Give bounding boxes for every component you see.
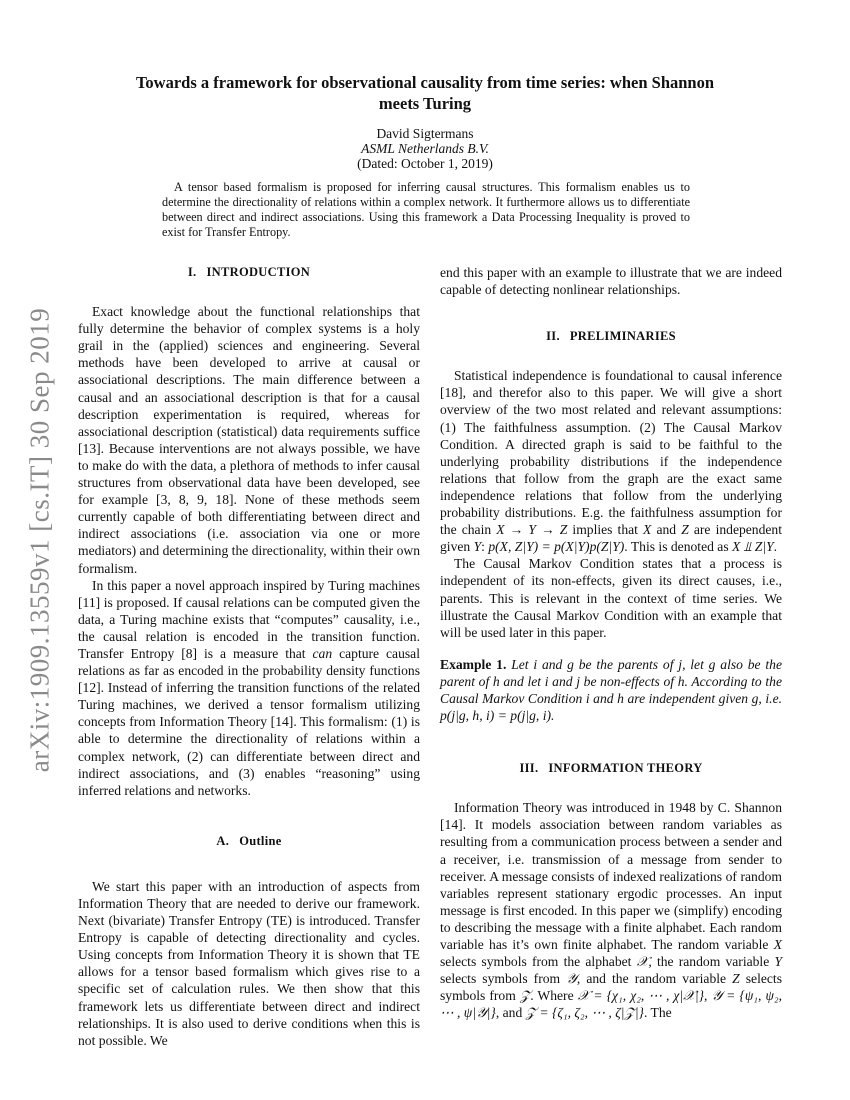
example-label: Example 1.	[440, 656, 507, 672]
paper-title	[80, 72, 770, 114]
text-span: Statistical independence is foundational to causal inference [18], and therefor also to this paper. We will give a short overview of the two most related and relevant assumptions: (1) The faithfulness assumption. (2) The Causal Markov Condition. A directed graph is said to be faithful to the underlying probability distributions if the independence relations that follow from the graph are the exact same independence relations that follow from the underlying probability distributions. E.g. the faithfulness assumption for the chain	[440, 368, 782, 538]
math-span: 𝒳	[636, 954, 649, 970]
math-span: Z	[681, 522, 689, 538]
text-span: . The	[644, 1005, 672, 1021]
intro-paragraph-1: Exact knowledge about the functional relationships that fully determine the behavior of complex systems is a holy grail in the (applied) sciences and engineering. Several methods have been developed to arrive at causal or associational descriptions. The main difference between a causal and an associational description is that for a causal description experimentation is required, whereas for associational description (statistical) data requirements suffice [13]. Because interventions are not always possible, we have to make do with the data, a plethora of methods to infer causal structures from observational data have been developed, see for example [3, 8, 9, 18]. None of these methods seem currently capable of both differentiating between direct and indirect associations (i.e. association via one or more mediators) and determining the directionality, within their own formalism.	[78, 304, 420, 576]
text-span: , and the random variable	[576, 971, 733, 987]
text-span: , and	[495, 1005, 526, 1021]
text-span: are independent given	[440, 522, 783, 555]
abstract: A tensor based formalism is proposed for inferring causal structures. This formalism enables us to determine the directionality of relations within a complex network. It furthermore allows us to differentiate between direct and indirect associations. Using this framework a Data Processing Inequality is proved to exist for Transfer Entropy.	[162, 180, 690, 239]
section-heading-preliminaries	[440, 328, 782, 345]
text-span: , the random variable	[648, 954, 775, 970]
text-span: Information Theory was introduced in 1948 by C. Shannon [14]. It models association between random variables as resulting from a communication process between a sender and a receiver, i.e. transmission of a message from sender to receiver. A message consists of indexed realizations of random variables represent stationary ergodic processes. An input message is first encoded. In this paper we (simplify) encoding to describing the message with a finite alphabet. Each random variable has it’s own finite alphabet. The random variable	[440, 800, 782, 952]
example-1	[440, 656, 782, 724]
text-span: :	[481, 539, 489, 555]
math-span: 𝒳 = {χ₁, χ₂, ⋯ , χ|𝒳|}	[577, 988, 705, 1004]
info-paragraph-1	[440, 799, 782, 1021]
intro-paragraph-2	[78, 577, 420, 799]
outline-paragraph-continued: end this paper with an example to illustrate that we are indeed capable of detecting nonlinear relationships.	[440, 265, 782, 298]
math-span: 𝒵	[519, 988, 531, 1004]
section-number: II.	[546, 329, 560, 344]
math-span: Y	[774, 954, 783, 970]
math-span: 𝒴	[566, 971, 577, 987]
text-span: selects symbols from	[440, 971, 567, 987]
paper-date: (Dated: October 1, 2019)	[357, 156, 493, 171]
section-title: INFORMATION THEORY	[548, 761, 703, 776]
outline-paragraph-1: We start this paper with an introduction of aspects from Information Theory that are needed to derive our framework. Next (bivariate) Transfer Entropy (TE) is introduced. Transfer Entropy is capable of detecting directionality and cycles. Using concepts from Information Theory it is shown that TE allows for a tensor based formalism which gives rise to a specific set of calculation rules. We then show that this framework lets us differentiate between direct and indirect relationships. It is also used to derive conditions when this is not possible. We	[78, 878, 420, 1048]
math-span: Y	[473, 539, 482, 555]
arxiv-sidebar-stamp	[20, 280, 60, 800]
section-title: PRELIMINARIES	[569, 329, 676, 344]
title-line-1: Towards a framework for observational causality from time series: when Shannon	[135, 73, 715, 92]
section-heading-information-theory	[440, 760, 782, 777]
math-span: 𝒵 = {ζ₁, ζ₂, ⋯ , ζ|𝒵|}	[525, 1005, 644, 1021]
section-number: I.	[187, 265, 197, 279]
math-span: 𝒴 = {ψ₁, ψ₂, ⋯ , ψ|𝒴|}	[440, 988, 783, 1021]
section-title: INTRODUCTION	[206, 265, 311, 279]
author-name: David Sigtermans	[376, 126, 474, 141]
text-span: capture causal relations as far as encoded in the probability density functions [12]. Instead of inferring the transition functions of the related Turing machines, we derived a tensor formalism utilizing concepts from Information Theory [14]. This formalism: (1) is able to determine the directionality of relations within a complex network, (2) can differentiate between direct and indirect associations, and (3) enables “reasoning” using inferred relations and networks.	[78, 645, 420, 798]
text-span: selects symbols from the alphabet	[440, 954, 637, 970]
text-span: . This is denoted as	[624, 539, 733, 555]
text-span: In this paper a novel approach inspired by Turing machines [11] is proposed. If causal relations can be computed given the data, a Turing machine exists that “computes” causality, i.e., the causal relation is encoded in the transition function. Transfer Entropy [8] is a measure that	[78, 577, 420, 661]
title-line-2: meets Turing	[378, 94, 472, 113]
math-span: p(X, Z|Y) = p(X|Y)p(Z|Y)	[488, 539, 625, 555]
left-column	[78, 264, 420, 1049]
math-span: X ⫫ Z|Y	[732, 539, 774, 555]
text-span: ,	[704, 988, 712, 1004]
right-column	[440, 264, 782, 1021]
example-text: Let i and g be the parents of j, let g also be the parent of h and let i and j be non-effects of h. According to the Causal Markov Condition i and h are independent given g, i.e. p(j|g, h, i) = p(j|g, i).	[440, 656, 782, 724]
author-block	[80, 126, 770, 171]
math-span: X	[773, 937, 782, 952]
math-span: Z	[732, 971, 740, 987]
section-title: Outline	[239, 833, 282, 848]
section-number: III.	[519, 761, 539, 776]
prelim-paragraph-2: The Causal Markov Condition states that a process is independent of its non-effects, given its direct causes, i.e., parents. This is relevant in the context of time series. We illustrate the Causal Markov Condition with an example that will be used later in this paper.	[440, 556, 782, 640]
prelim-paragraph-1	[440, 367, 782, 555]
subsection-heading-outline	[78, 833, 420, 850]
emphasis-span: can	[312, 645, 333, 661]
math-span: X	[643, 522, 652, 538]
text-span: and	[651, 522, 682, 538]
text-span: implies that	[567, 522, 644, 538]
math-span: X → Y → Z	[496, 522, 568, 538]
text-span: .	[773, 539, 778, 555]
text-span: . Where	[530, 988, 578, 1004]
section-heading-introduction	[78, 264, 420, 281]
section-number: A.	[216, 833, 230, 848]
arxiv-identifier: arXiv:1909.13559v1 [cs.IT] 30 Sep 2019	[24, 307, 55, 773]
author-affiliation: ASML Netherlands B.V.	[361, 141, 489, 156]
text-span: selects symbols from	[440, 971, 782, 1004]
